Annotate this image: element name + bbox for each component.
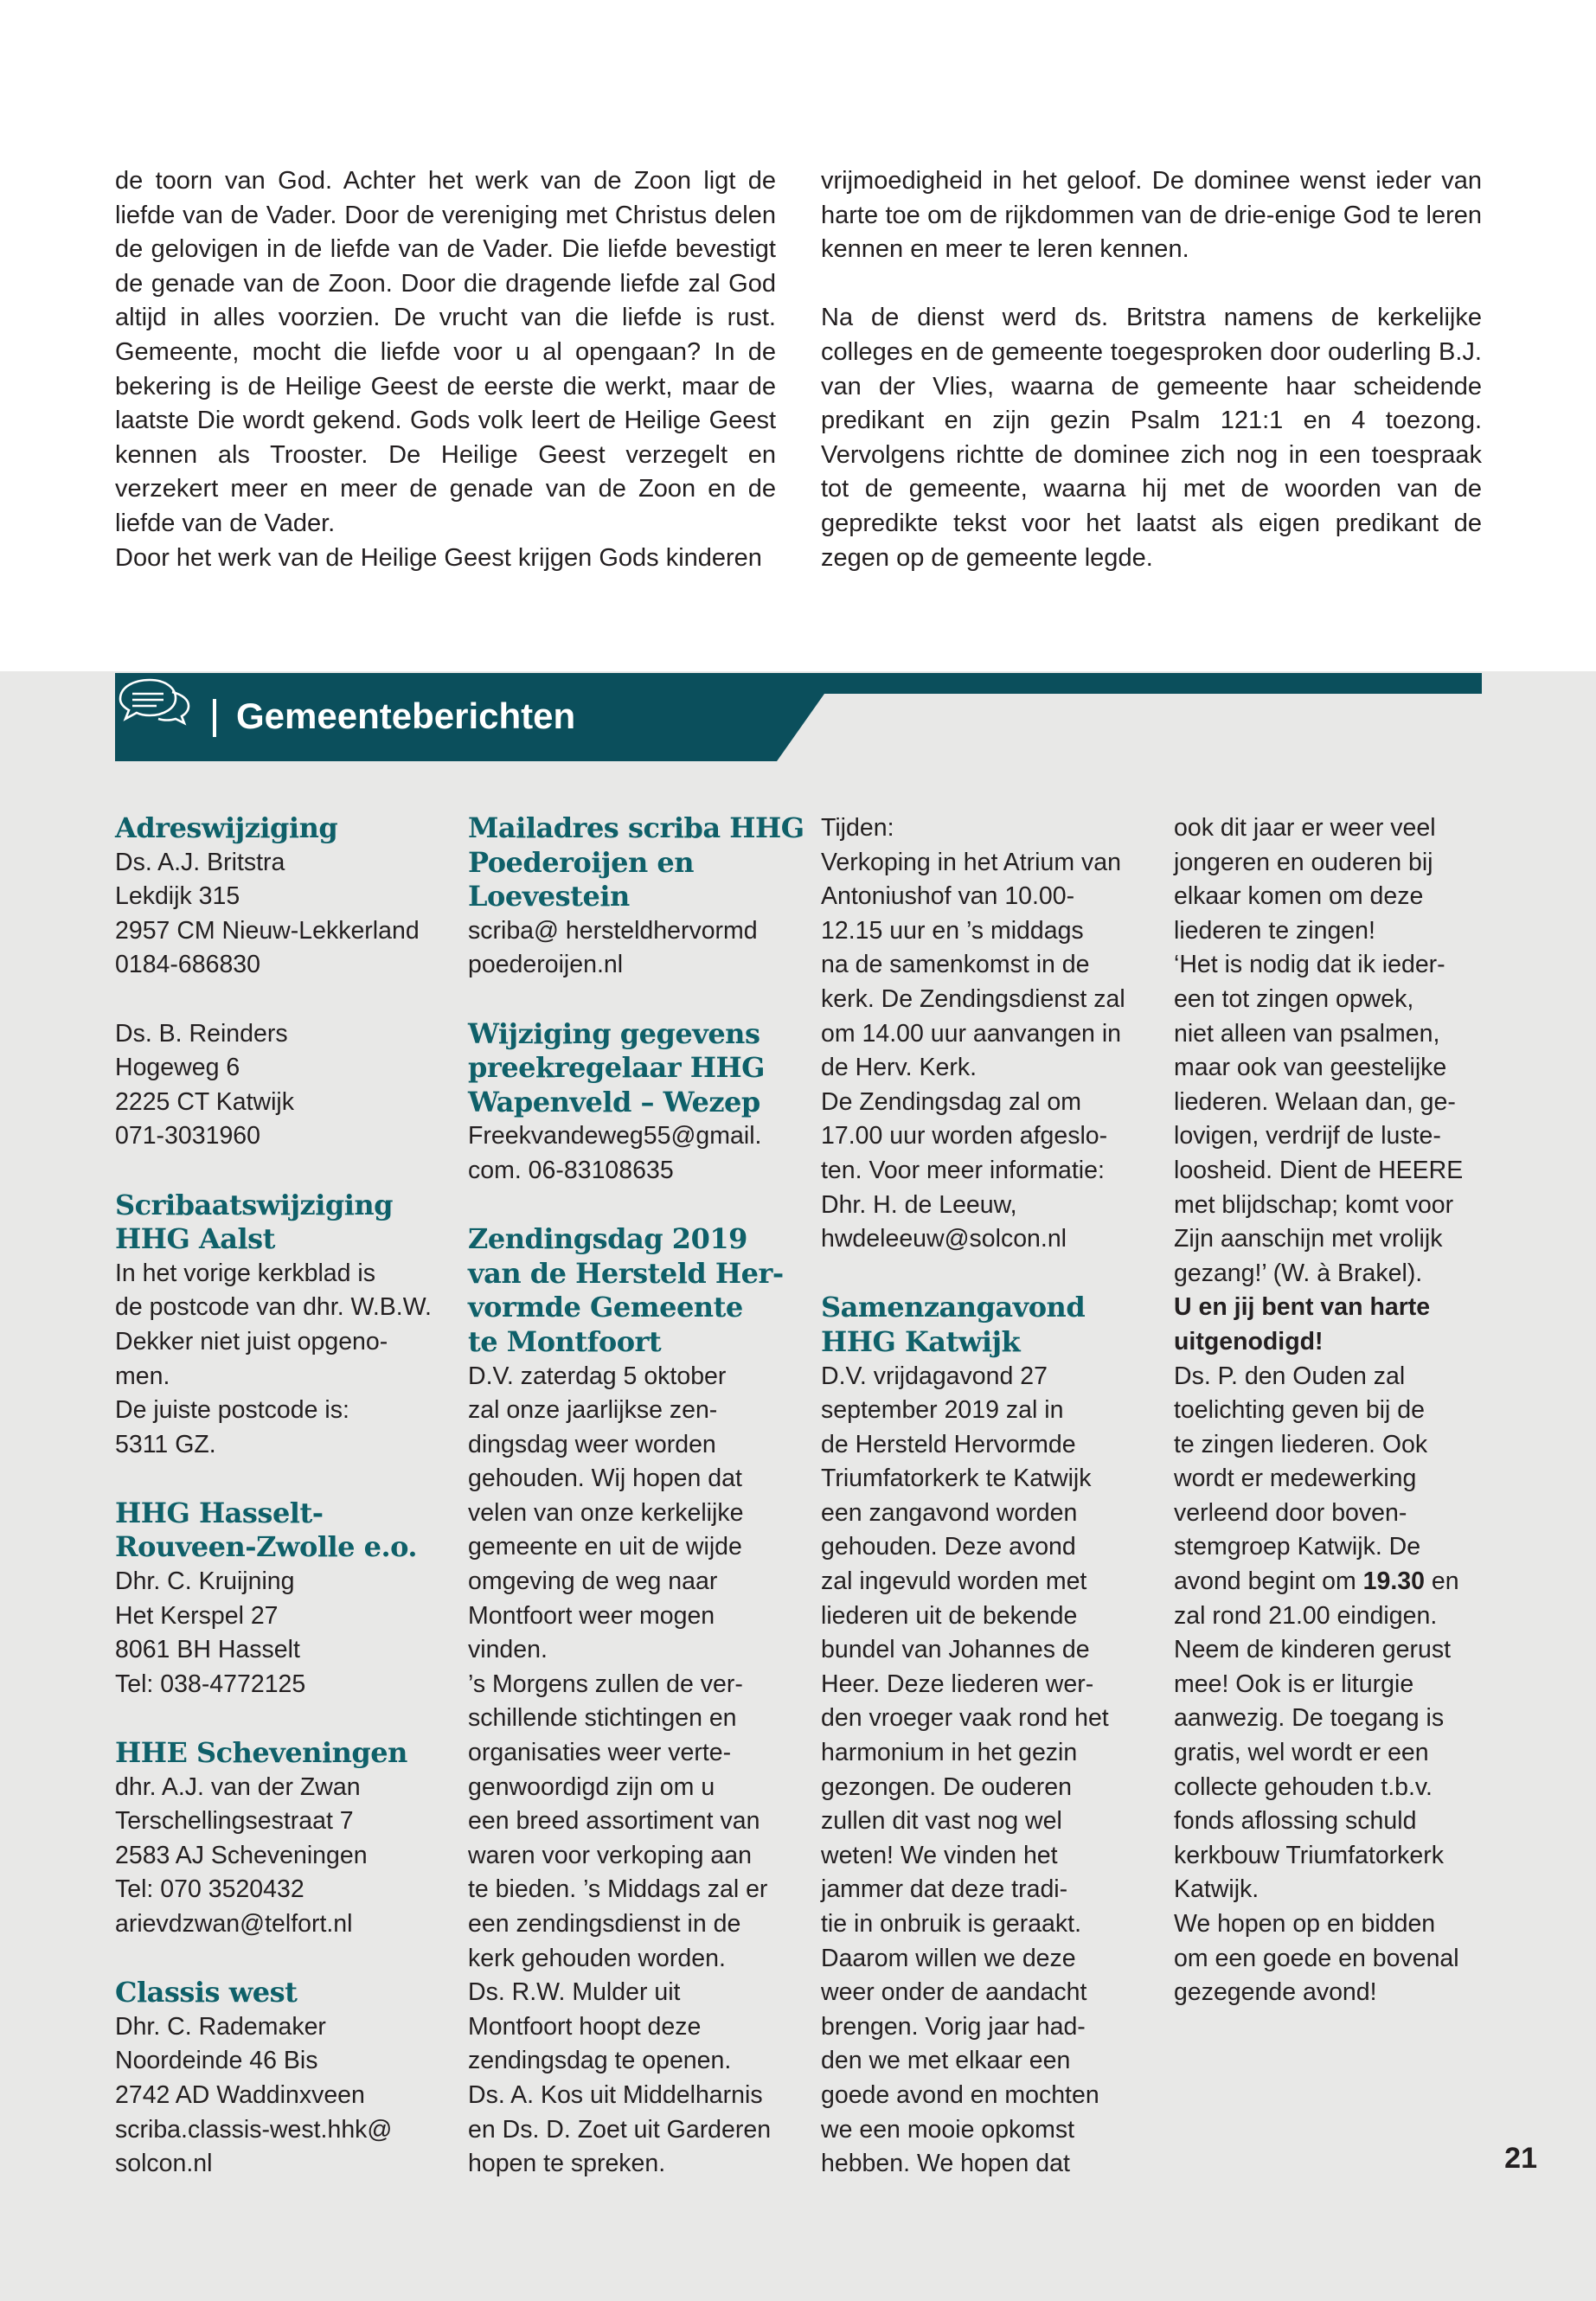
text-line: september 2019 zal in (821, 1396, 1064, 1425)
text-line: schillende stichtingen en (468, 1704, 737, 1733)
text-line: De Zendingsdag zal om (821, 1087, 1082, 1116)
text-line: 8061 BH Hasselt (115, 1636, 300, 1664)
time-line (1174, 1565, 1463, 1599)
email-text: Freekvandeweg55@gmail. (468, 1122, 762, 1150)
text-line: Neem de kinderen gerust (1174, 1636, 1452, 1664)
text-line: com. 06-83108635 (468, 1156, 674, 1184)
heading-line: Wapenveld – Wezep (468, 1085, 760, 1118)
text-line: Terschellingsestraat 7 (115, 1807, 354, 1836)
announcements-column-1 (115, 811, 432, 2182)
text-line: 2583 AJ Scheveningen (115, 1841, 368, 1869)
text-line: Tel: 038-4772125 (115, 1670, 306, 1698)
text-line: jammer dat deze tradi- (821, 1875, 1068, 1904)
text-line: om 14.00 uur aanvangen in (821, 1019, 1122, 1048)
heading-line: Rouveen-Zwolle e.o. (115, 1530, 418, 1564)
text-line: We hopen op en bidden (1174, 1910, 1436, 1938)
text-line: gezegende avond! (1174, 1978, 1377, 2007)
heading-samenzangavond (821, 1291, 1125, 1359)
text-line: maar ook van geestelijke (1174, 1054, 1447, 1082)
text-line: wordt er medewerking (1174, 1465, 1417, 1493)
heading-line: Zendingsdag 2019 (468, 1222, 747, 1256)
banner-divider (213, 699, 216, 737)
announcements-column-2 (468, 811, 804, 2182)
heading-scribaatswijziging (115, 1189, 432, 1257)
heading-mailadres-scriba (468, 811, 804, 914)
text-line: Dhr. H. de Leeuw, (821, 1190, 1017, 1219)
heading-wijziging-gegevens (468, 1017, 804, 1120)
text-line: Tel: 070 3520432 (115, 1875, 304, 1904)
heading-line: Wijziging gegevens (468, 1016, 760, 1050)
text-line: den vroeger vaak rond het (821, 1704, 1109, 1733)
text-line: ten. Voor meer informatie: (821, 1156, 1105, 1184)
text-line: 2742 AD Waddinxveen (115, 2080, 365, 2109)
text-line: bundel van Johannes de (821, 1636, 1090, 1664)
time-suffix: en (1424, 1567, 1459, 1596)
heading-line: Samenzangavond (821, 1291, 1086, 1324)
text-line: Ds. P. den Ouden zal (1174, 1362, 1406, 1390)
speech-bubbles-icon (115, 673, 193, 730)
text-line: Montfoort weer mogen (468, 1601, 715, 1630)
heading-line: Poederoijen en (468, 845, 694, 879)
section-banner (115, 673, 1482, 761)
text-line: Dhr. C. Kruijning (115, 1567, 295, 1596)
text-line: zullen dit vast nog wel (821, 1807, 1062, 1836)
heading-zendingsdag (468, 1222, 804, 1359)
text-line: zal rond 21.00 eindigen. (1174, 1601, 1438, 1630)
article-paragraph: de toorn van God. Achter het werk van de Zoon ligt de liefde van de Vader. Door de vereniging met Christus delen de gelovigen in de liefde van de Vader. Die liefde bevestigt de genade van de Zoon. Door die dragende liefde zal God altijd in alles voorzien. De vrucht van die liefde is rust. Gemeente, mocht die liefde voor u al opengaan? In de bekering is de Heilige Geest de eerste die werkt, maar de laatste Die wordt gekend. Gods volk leert de Heilige Geest kennen als Trooster. De Heilige Geest verzegelt en verzekert meer en meer de genade van de Zoon en de liefde van de Vader. (115, 167, 776, 537)
text-line: den we met elkaar een (821, 2047, 1071, 2075)
announcements-column-3 (821, 811, 1125, 2182)
text-line: te bieden. ’s Middags zal er (468, 1875, 768, 1904)
start-time: 19.30 (1362, 1567, 1425, 1596)
text-line: zendingsdag te openen. (468, 2047, 732, 2075)
text-line: een zendingsdienst in de (468, 1910, 741, 1938)
text-line: zal onze jaarlijkse zen- (468, 1396, 718, 1425)
text-line: Ds. A. Kos uit Middelharnis (468, 2080, 763, 2109)
text-line: en Ds. D. Zoet uit Garderen (468, 2115, 772, 2144)
text-line: elkaar komen om deze (1174, 882, 1424, 911)
email-text: poederoijen.nl (468, 951, 624, 979)
text-line: gratis, wel wordt er een (1174, 1739, 1429, 1767)
email-text: hwdeleeuw@solcon.nl (821, 1225, 1067, 1253)
text-line: om een goede en bovenal (1174, 1944, 1459, 1972)
text-line: D.V. zaterdag 5 oktober (468, 1362, 727, 1390)
text-line: de Herv. Kerk. (821, 1054, 977, 1082)
text-line: ook dit jaar er weer veel (1174, 814, 1436, 842)
text-line: waren voor verkoping aan (468, 1841, 752, 1869)
text-line: gemeente en uit de wijde (468, 1533, 742, 1561)
heading-line: Scribaatswijziging (115, 1188, 394, 1221)
text-line: collecte gehouden t.b.v. (1174, 1772, 1433, 1801)
text-line: Tijden: (821, 814, 894, 842)
article-column-left (115, 164, 776, 575)
heading-line: preekregelaar HHG (468, 1051, 765, 1085)
text-line: dingsdag weer worden (468, 1430, 716, 1458)
text-line: 12.15 uur en ’s middags (821, 916, 1084, 945)
text-line: te zingen liederen. Ook (1174, 1430, 1428, 1458)
article-paragraph: Door het werk van de Heilige Geest krijgen Gods kinderen (115, 543, 762, 572)
text-line: Noordeinde 46 Bis (115, 2047, 318, 2075)
text-line: D.V. vrijdagavond 27 (821, 1362, 1048, 1390)
text-line: 17.00 uur worden afgeslo- (821, 1122, 1108, 1150)
text-line: men. (115, 1362, 170, 1390)
text-line: na de samenkomst in de (821, 951, 1090, 979)
text-line: dhr. A.J. van der Zwan (115, 1772, 361, 1801)
article-paragraph: vrijmoedigheid in het geloof. De dominee wenst ieder van harte toe om de rijkdommen van de drie-enige God te leren kennen en meer te leren kennen. (821, 167, 1482, 264)
text-line: jongeren en ouderen bij (1174, 848, 1433, 876)
heading-hhe-scheveningen: HHE Scheveningen (115, 1736, 407, 1770)
heading-line: HHG Katwijk (821, 1324, 1021, 1358)
text-line: Daarom willen we deze (821, 1944, 1076, 1972)
text-line: gehouden. Wij hopen dat (468, 1465, 742, 1493)
text-line: goede avond en mochten (821, 2080, 1099, 2109)
text-line: 2957 CM Nieuw-Lekkerland (115, 916, 420, 945)
text-line: een breed assortiment van (468, 1807, 760, 1836)
announcements-column-4 (1174, 811, 1463, 2010)
text-line: 0184-686830 (115, 951, 260, 979)
text-line: 071-3031960 (115, 1122, 260, 1150)
text-line: weten! We vinden het (821, 1841, 1058, 1869)
text-line: met blijdschap; komt voor (1174, 1190, 1454, 1219)
text-line: omgeving de weg naar (468, 1567, 718, 1596)
text-line: zal ingevuld worden met (821, 1567, 1087, 1596)
email-text: solcon.nl (115, 2150, 213, 2178)
text-line: hebben. We hopen dat (821, 2150, 1070, 2178)
text-line: kerk. De Zendingsdienst zal (821, 984, 1125, 1013)
text-line: de postcode van dhr. W.B.W. (115, 1293, 432, 1322)
text-line: lovigen, verdrijf de luste- (1174, 1122, 1441, 1150)
heading-hhg-hasselt (115, 1497, 432, 1565)
text-line: toelichting geven bij de (1174, 1396, 1425, 1425)
text-line: organisaties weer verte- (468, 1739, 732, 1767)
text-line: In het vorige kerkblad is (115, 1259, 375, 1287)
heading-line: HHG Aalst (115, 1222, 275, 1256)
text-line: een tot zingen opwek, (1174, 984, 1414, 1013)
text-line: Het Kerspel 27 (115, 1601, 279, 1630)
text-line: De juiste postcode is: (115, 1396, 349, 1425)
text-line: weer onder de aandacht (821, 1978, 1087, 2007)
text-line: Katwijk. (1174, 1875, 1259, 1904)
text-line: Lekdijk 315 (115, 882, 240, 911)
text-line: Hogeweg 6 (115, 1054, 240, 1082)
text-line: tie in onbruik is geraakt. (821, 1910, 1081, 1938)
invitation-text: U en jij bent van harte (1174, 1293, 1431, 1322)
text-line: liederen. Welaan dan, ge- (1174, 1087, 1456, 1116)
text-line: velen van onze kerkelijke (468, 1498, 744, 1527)
text-line: Dhr. C. Rademaker (115, 2012, 326, 2041)
text-line: fonds aflossing schuld (1174, 1807, 1417, 1836)
text-line: liederen te zingen! (1174, 916, 1375, 945)
text-line: Antoniushof van 10.00- (821, 882, 1075, 911)
text-line: hopen te spreken. (468, 2150, 666, 2178)
text-line: gezang!’ (W. à Brakel). (1174, 1259, 1423, 1287)
text-line: gezongen. De ouderen (821, 1772, 1072, 1801)
text-line: Montfoort hoopt deze (468, 2012, 702, 2041)
text-line: loosheid. Dient de HEERE (1174, 1156, 1464, 1184)
text-line: de Hersteld Hervormde (821, 1430, 1076, 1458)
text-line: harmonium in het gezin (821, 1739, 1078, 1767)
article-paragraph: Na de dienst werd ds. Britstra namens de kerkelijke colleges en de gemeente toegesproken door ouderling B.J. van der Vlies, waarna de gemeente haar scheidende predikant en zijn gezin Psalm 121:1 en 4 toezong. Vervolgens richtte de dominee zich nog in een toespraak tot de gemeente, waarna hij met de woorden van de gepredikte tekst voor het laatst als eigen predikant de zegen op de gemeente legde. (821, 304, 1482, 572)
text-line: 2225 CT Katwijk (115, 1087, 294, 1116)
text-line: Zijn aanschijn met vrolijk (1174, 1225, 1443, 1253)
heading-line: te Montfoort (468, 1324, 662, 1358)
heading-classis-west: Classis west (115, 1976, 298, 2009)
text-line: Ds. A.J. Britstra (115, 848, 285, 876)
email-text: arievdzwan@telfort.nl (115, 1910, 353, 1938)
text-line: we een mooie opkomst (821, 2115, 1075, 2144)
text-line: mee! Ook is er liturgie (1174, 1670, 1414, 1698)
email-text: scriba@ hersteldhervormd (468, 916, 758, 945)
time-prefix: avond begint om (1174, 1567, 1363, 1596)
text-line: aanwezig. De toegang is (1174, 1704, 1445, 1733)
banner-title: Gemeenteberichten (236, 695, 576, 736)
email-text: scriba.classis-west.hhk@ (115, 2115, 393, 2144)
spacer (115, 983, 432, 1017)
text-line: genwoordigd zijn om u (468, 1772, 715, 1801)
text-line: Ds. B. Reinders (115, 1019, 288, 1048)
text-line: kerk gehouden worden. (468, 1944, 726, 1972)
invitation-text: uitgenodigd! (1174, 1327, 1324, 1356)
text-line: kerkbouw Triumfatorkerk (1174, 1841, 1445, 1869)
text-line: Ds. R.W. Mulder uit (468, 1978, 681, 2007)
heading-line: van de Hersteld Her- (468, 1256, 784, 1290)
heading-line: HHG Hasselt- (115, 1496, 324, 1529)
text-line: Verkoping in het Atrium van (821, 848, 1121, 876)
page-number: 21 (1504, 2142, 1537, 2175)
text-line: een zangavond worden (821, 1498, 1078, 1527)
article-column-right (821, 164, 1482, 575)
text-line: niet alleen van psalmen, (1174, 1019, 1440, 1048)
text-line: Triumfatorkerk te Katwijk (821, 1465, 1092, 1493)
text-line: stemgroep Katwijk. De (1174, 1533, 1421, 1561)
text-line: gehouden. Deze avond (821, 1533, 1076, 1561)
text-line: Dekker niet juist opgeno- (115, 1327, 388, 1356)
text-line: brengen. Vorig jaar had- (821, 2012, 1086, 2041)
heading-adreswijziging: Adreswijziging (115, 811, 338, 844)
heading-line: vormde Gemeente (468, 1291, 743, 1324)
heading-line: Loevestein (468, 880, 630, 913)
heading-line: Mailadres scriba HHG (468, 811, 804, 844)
text-line: 5311 GZ. (115, 1430, 216, 1458)
text-line: ‘Het is nodig dat ik ieder- (1174, 951, 1445, 979)
text-line: liederen uit de bekende (821, 1601, 1078, 1630)
text-line: vinden. (468, 1636, 548, 1664)
text-line: Heer. Deze liederen wer- (821, 1670, 1094, 1698)
text-line: verleend door boven- (1174, 1498, 1407, 1527)
text-line: ’s Morgens zullen de ver- (468, 1670, 743, 1698)
